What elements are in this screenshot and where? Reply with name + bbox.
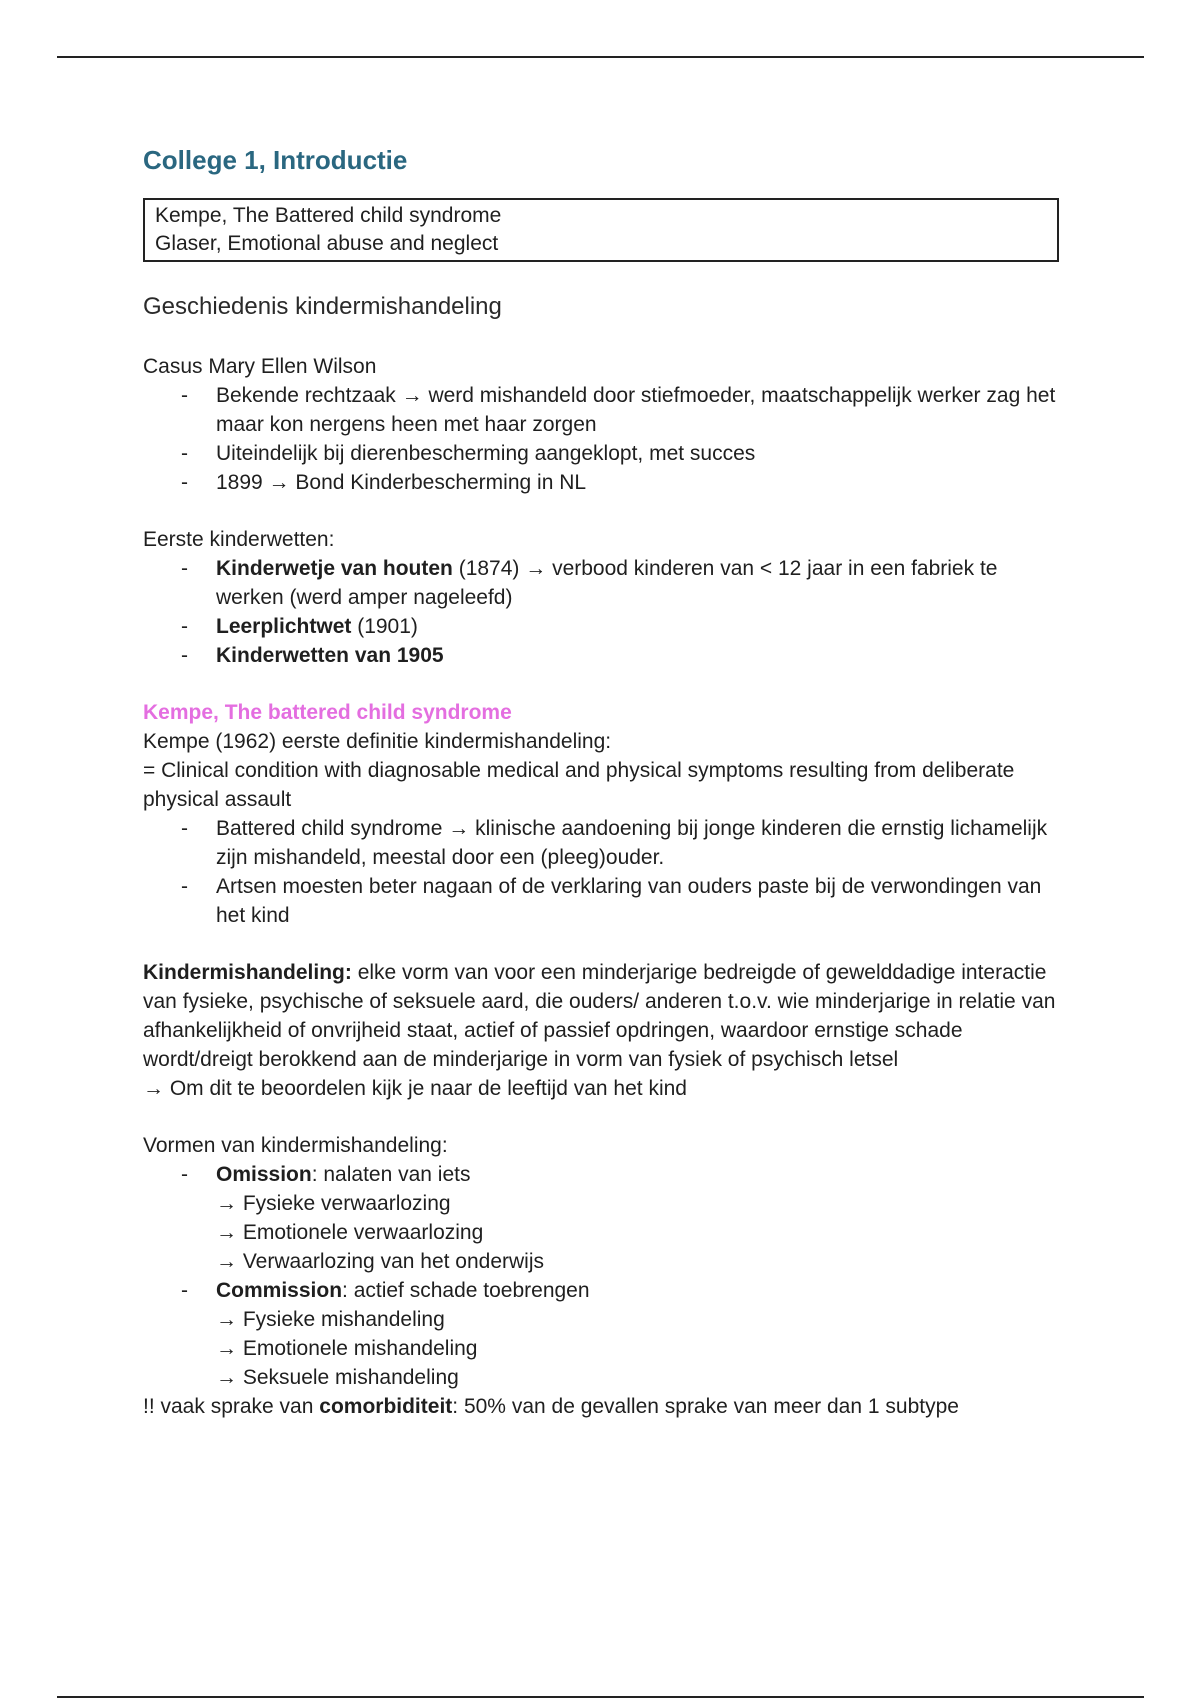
law-description: (1874) → verbood kinderen van < 12 jaar in een fabriek te werken (werd amper nageleefd)	[216, 557, 998, 609]
commission-term: Commission	[216, 1279, 343, 1302]
law-name: Kinderwetje van houten	[216, 557, 453, 580]
list-item-omission	[143, 1160, 1063, 1276]
list-item	[143, 554, 1063, 612]
list-item-commission	[143, 1276, 1063, 1392]
sub-item: → Emotionele verwaarlozing	[216, 1221, 484, 1244]
vormen-list	[143, 1160, 1063, 1392]
casus-heading: Casus Mary Ellen Wilson	[143, 355, 377, 378]
kempe-list	[143, 814, 1063, 930]
kempe-heading: Kempe, The battered child syndrome	[143, 701, 512, 724]
definition-note: → Om dit te beoordelen kijk je naar de leeftijd van het kind	[143, 1077, 687, 1100]
document-page	[143, 142, 1063, 1421]
list-item: - Battered child syndrome → klinische aandoening bij jonge kinderen die ernstig lichamelijk zijn mishandeld, meestal door een (pleeg)ouder.	[143, 814, 1063, 872]
law-name: Leerplichtwet	[216, 615, 352, 638]
section-heading: Geschiedenis kindermishandeling	[143, 293, 502, 320]
header-rule	[57, 56, 1144, 58]
sub-item: → Seksuele mishandeling	[216, 1366, 459, 1389]
list-item	[143, 641, 1063, 670]
omission-description: : nalaten van iets	[311, 1163, 471, 1186]
kempe-line: Kempe (1962) eerste definitie kindermishandeling:	[143, 730, 612, 753]
sub-item: → Verwaarlozing van het onderwijs	[216, 1250, 545, 1273]
note-term: comorbiditeit	[319, 1395, 453, 1418]
list-item	[143, 612, 1063, 641]
sub-item: → Fysieke verwaarlozing	[216, 1192, 451, 1215]
reference-item: Glaser, Emotional abuse and neglect	[155, 232, 499, 255]
footer-rule	[57, 1696, 1144, 1698]
definition-text: elke vorm van voor een minderjarige bedreigde of gewelddadige interactie van fysieke, psychische of seksuele aard, die ouders/ anderen t.o.v. wie minderjarige in relatie van afhankelijkheid of onvrijheid staat, actief of passief opdringen, waardoor ernstige schade wordt/dreigt berokkend aan de minderjarige in vorm van fysiek of psychisch letsel	[143, 961, 1056, 1071]
sub-item: → Fysieke mishandeling	[216, 1308, 445, 1331]
sub-item: → Emotionele mishandeling	[216, 1337, 478, 1360]
note-suffix: : 50% van de gevallen sprake van meer dan 1 subtype	[452, 1395, 959, 1418]
list-item: - Artsen moesten beter nagaan of de verklaring van ouders paste bij de verwondingen van het kind	[143, 872, 1063, 930]
law-name: Kinderwetten van 1905	[216, 644, 444, 667]
list-item: - 1899 → Bond Kinderbescherming in NL	[143, 468, 1063, 497]
references-box	[143, 198, 1059, 262]
reference-item: Kempe, The Battered child syndrome	[155, 204, 502, 227]
page-title: College 1, Introductie	[143, 145, 408, 175]
omission-term: Omission	[216, 1163, 312, 1186]
list-item: - Bekende rechtzaak → werd mishandeld door stiefmoeder, maatschappelijk werker zag het maar kon nergens heen met haar zorgen	[143, 381, 1063, 439]
commission-description: : actief schade toebrengen	[342, 1279, 590, 1302]
note-prefix: !! vaak sprake van	[143, 1395, 320, 1418]
kempe-definition: = Clinical condition with diagnosable medical and physical symptoms resulting from deliberate physical assault	[143, 759, 1015, 811]
definition-term: Kindermishandeling:	[143, 961, 352, 984]
vormen-heading: Vormen van kindermishandeling:	[143, 1134, 448, 1157]
definition-paragraph	[143, 958, 1063, 1074]
law-description: (1901)	[351, 615, 418, 638]
comorbidity-note	[143, 1392, 1063, 1421]
kinderwetten-list	[143, 554, 1063, 670]
kinderwetten-heading: Eerste kinderwetten:	[143, 528, 335, 551]
casus-list	[143, 381, 1063, 497]
list-item: - Uiteindelijk bij dierenbescherming aangeklopt, met succes	[143, 439, 1063, 468]
